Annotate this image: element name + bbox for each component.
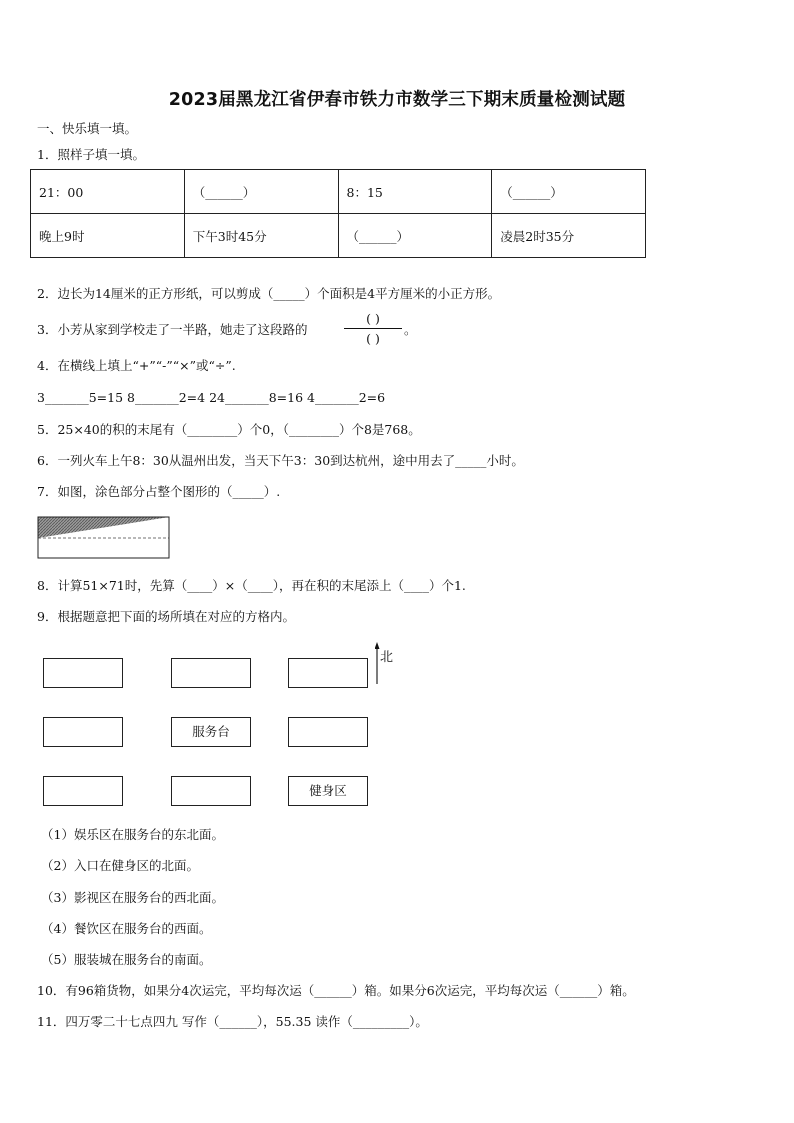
north-label: 北 <box>380 650 394 665</box>
fraction-blank[interactable] <box>344 310 402 347</box>
question-5: 5．25×40的积的末尾有（________）个0，（________）个8是768。 <box>37 422 421 437</box>
question-9: 9．根据题意把下面的场所填在对应的方格内。 <box>37 609 295 624</box>
clue-2: （2）入口在健身区的北面。 <box>41 858 199 873</box>
fraction-denominator: ( ) <box>366 331 380 346</box>
question-10: 10．有96箱货物，如果分4次运完，平均每次运（______）箱。如果分6次运完，平均每次运（______）箱。 <box>37 983 635 998</box>
question-3: 3．小芳从家到学校走了一半路，她走了这段路的 <box>37 322 308 337</box>
question-6: 6．一列火车上午8：30从温州出发，当天下午3：30到达杭州，途中用去了_____小时。 <box>37 453 524 468</box>
table-cell: 晚上9时 <box>31 214 185 258</box>
fraction-numerator: ( ) <box>366 311 380 326</box>
table-cell: 8：15 <box>338 170 492 214</box>
table-cell[interactable]: （______） <box>492 170 646 214</box>
clue-3: （3）影视区在服务台的西北面。 <box>41 890 224 905</box>
clue-1: （1）娱乐区在服务台的东北面。 <box>41 827 224 842</box>
grid-box-sw[interactable] <box>43 776 123 806</box>
question-4: 4．在横线上填上“+”“-”“×”或“÷”. <box>37 358 236 373</box>
table-cell: 凌晨2时35分 <box>492 214 646 258</box>
grid-box-gym: 健身区 <box>288 776 368 806</box>
question-2: 2．边长为14厘米的正方形纸，可以剪成（_____）个面积是4平方厘米的小正方形。 <box>37 286 501 301</box>
shaded-region <box>38 517 169 538</box>
table-cell: 下午3时45分 <box>184 214 338 258</box>
question-4-expressions[interactable]: 3_______5=15 8_______2=4 24_______8=16 4_______2=6 <box>37 390 386 405</box>
table-cell: 21：00 <box>31 170 185 214</box>
grid-box-nw[interactable] <box>43 658 123 688</box>
table-cell[interactable]: （______） <box>338 214 492 258</box>
question-3-end: 。 <box>404 322 417 337</box>
table-row <box>31 214 646 258</box>
clue-5: （5）服装城在服务台的南面。 <box>41 952 212 967</box>
grid-box-n[interactable] <box>171 658 251 688</box>
question-7: 7．如图，涂色部分占整个图形的（_____）. <box>37 484 281 499</box>
grid-box-service-desk: 服务台 <box>171 717 251 747</box>
section-heading: 一、快乐填一填。 <box>37 121 138 136</box>
clue-4: （4）餐饮区在服务台的西面。 <box>41 921 212 936</box>
question-8: 8．计算51×71时，先算（____）×（____），再在积的末尾添上（____）个1. <box>37 578 466 593</box>
grid-box-e[interactable] <box>288 717 368 747</box>
table-row <box>31 170 646 214</box>
grid-box-ne[interactable] <box>288 658 368 688</box>
grid-box-w[interactable] <box>43 717 123 747</box>
question-11: 11．四万零二十七点四九 写作（______），55.35 读作（_________）。 <box>37 1014 428 1029</box>
time-table <box>30 169 646 258</box>
question-1: 1．照样子填一填。 <box>37 147 145 162</box>
grid-box-s[interactable] <box>171 776 251 806</box>
fraction-bar <box>344 328 402 329</box>
shaded-rectangle-figure <box>37 516 171 559</box>
page-title: 2023届黑龙江省伊春市铁力市数学三下期末质量检测试题 <box>168 90 626 110</box>
table-cell[interactable]: （______） <box>184 170 338 214</box>
